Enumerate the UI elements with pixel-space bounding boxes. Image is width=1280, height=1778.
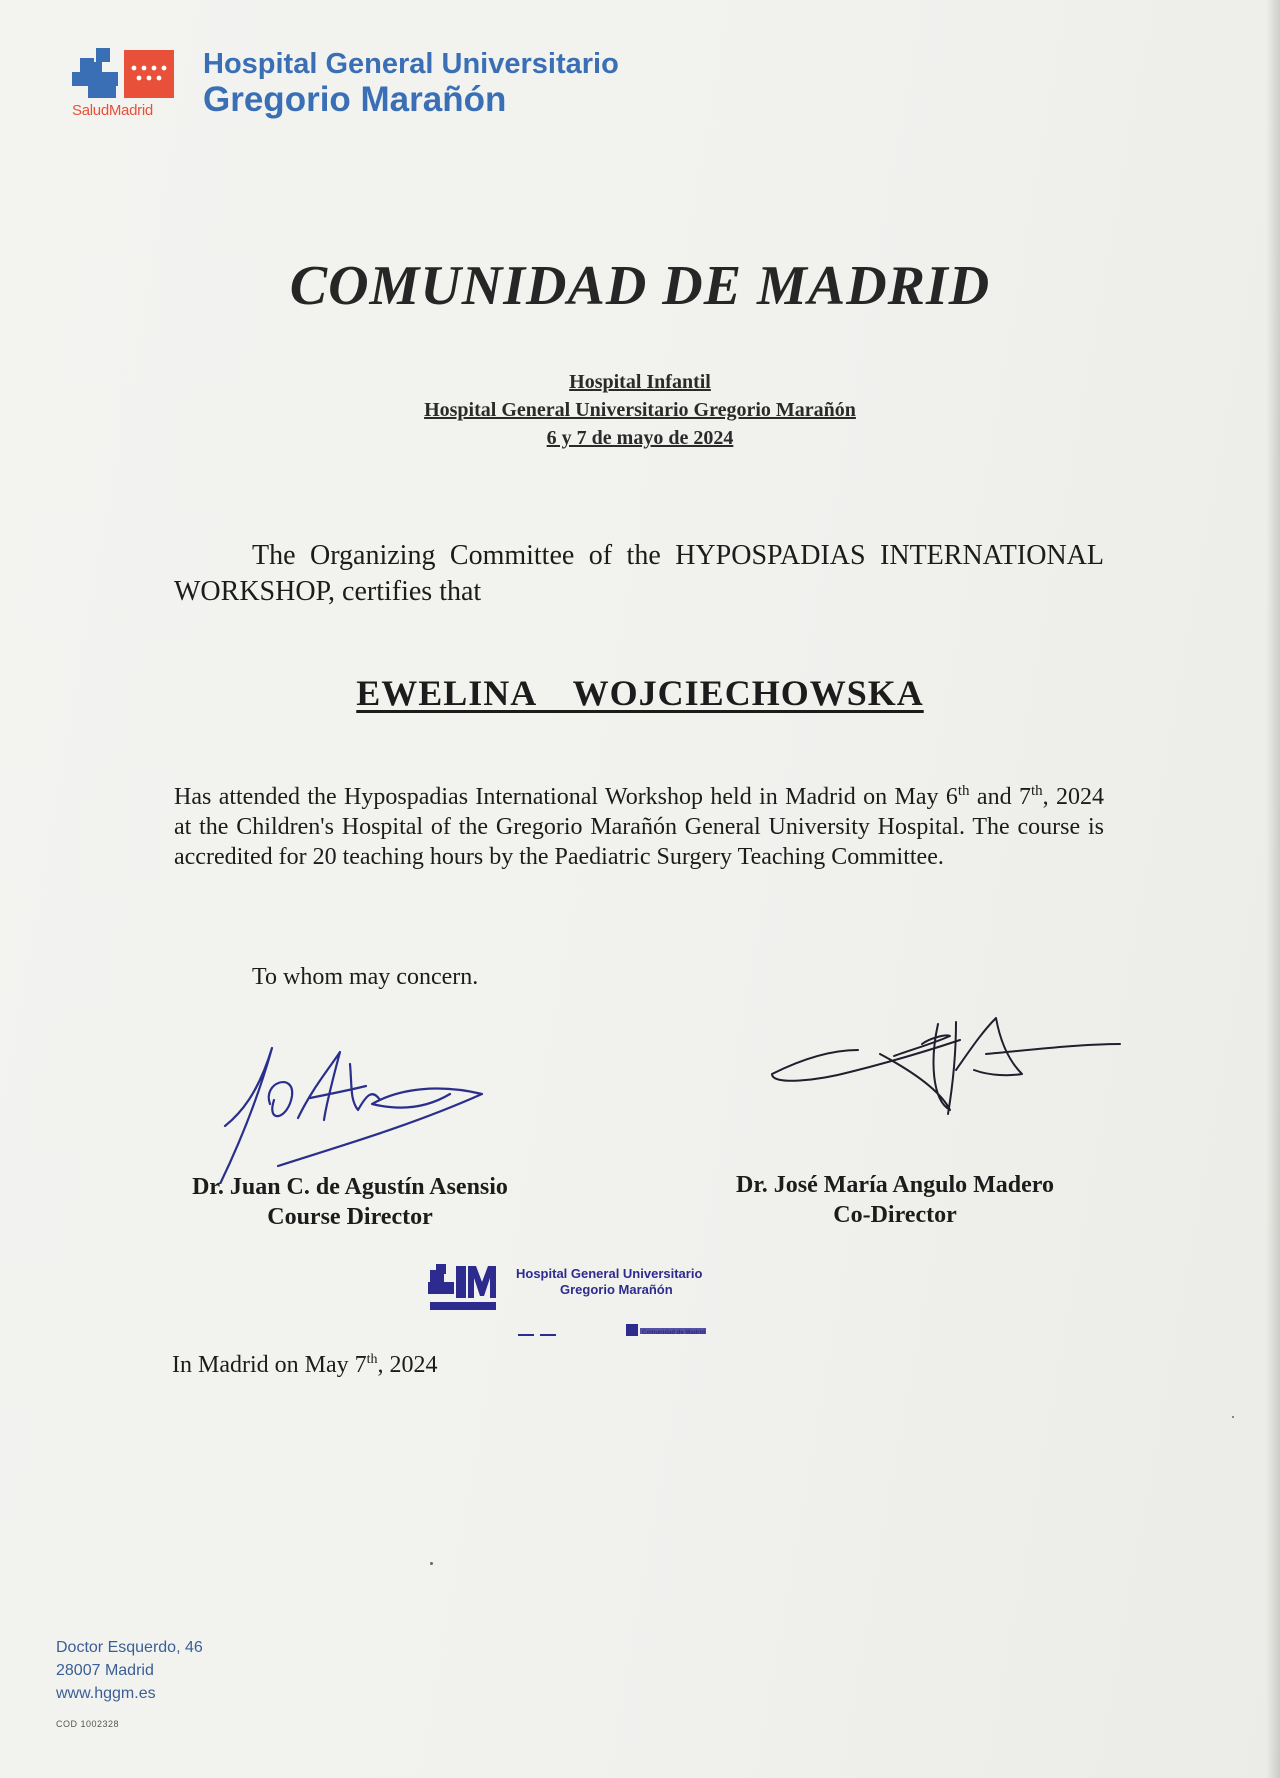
footer-street: Doctor Esquerdo, 46 [56,1639,203,1656]
attendance-text-3: , 2024 at the Children's Hospital of the Gregorio Marañón General University Hospital. The course is accredited for 20 teaching hours by the Paediatric Surgery Teaching Committee. [174,784,1105,870]
place-date-year: , 2024 [377,1352,438,1378]
event-heading-line2: Hospital General Universitario Gregorio Marañón [424,399,856,421]
hospital-name [203,48,619,120]
hospital-name-line2: Gregorio Marañón [203,80,507,120]
event-heading-line3: 6 y 7 de mayo de 2024 [546,427,734,449]
event-heading-line1: Hospital Infantil [569,371,711,393]
footer-code: COD 1002328 [56,1719,120,1729]
hospital-name-line1: Hospital General Universitario [203,48,619,80]
course-director-signature [200,1034,500,1184]
footer-city: 28007 Madrid [56,1662,154,1679]
event-heading [0,368,1280,452]
course-director-name: Dr. Juan C. de Agustín Asensio [192,1174,508,1200]
ordinal-suffix-1: th [957,783,970,799]
paper-speck [1232,1416,1234,1418]
stamp-line1: Hospital General Universitario [516,1266,703,1281]
place-date-ordinal: th [366,1352,378,1367]
attendance-text-2: and 7 [969,784,1031,810]
co-director-block [700,1170,1090,1230]
place-and-date [172,1352,438,1379]
course-director-role: Course Director [267,1204,433,1230]
ordinal-suffix-2: th [1030,783,1043,799]
course-director-block [150,1172,550,1232]
salud-madrid-logo [72,48,192,128]
closing-line: To whom may concern. [252,964,479,990]
attendance-text-1: Has attended the Hypospadias International Workshop held in Madrid on May 6 [174,784,958,810]
hospital-stamp [428,1262,758,1344]
co-director-signature [760,1010,1130,1150]
document-title: COMUNIDAD DE MADRID [289,255,991,317]
place-date-text: In Madrid on May 7 [172,1352,367,1378]
stamp-line3: Comunidad de Madrid [642,1330,705,1336]
co-director-name: Dr. José María Angulo Madero [736,1172,1054,1198]
attendance-statement [174,782,1104,872]
salud-madrid-wordmark: SaludMadrid [72,102,153,119]
footer-address [56,1636,203,1736]
recipient-name [0,672,1280,714]
certification-intro: The Organizing Committee of the HYPOSPADIAS INTERNATIONAL WORKSHOP, certifies that [174,540,1104,607]
paper-speck [430,1562,433,1565]
stamp-line2: Gregorio Marañón [560,1282,673,1297]
co-director-role: Co-Director [833,1202,957,1228]
recipient-name-text: EWELINA WOJCIECHOWSKA [356,673,924,713]
footer-website[interactable]: www.hggm.es [56,1685,156,1702]
